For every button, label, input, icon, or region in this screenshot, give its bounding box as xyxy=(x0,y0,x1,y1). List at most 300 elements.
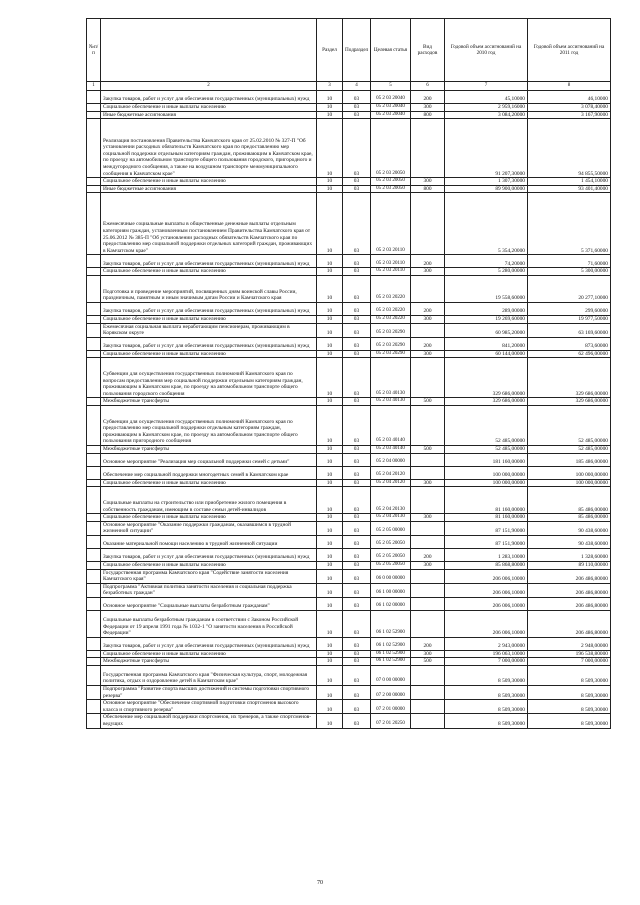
table-row xyxy=(87,666,611,686)
row-razdel: 10 xyxy=(317,666,343,686)
row-amount-2011: 19 977,50000 xyxy=(528,315,611,323)
table-row xyxy=(87,514,611,522)
row-target-article: 05 2 03 20290 xyxy=(371,350,411,358)
row-target-article: 05 2 03 20040 xyxy=(371,91,411,104)
colnum-4: 4 xyxy=(343,82,371,91)
row-amount-2011: 185 486,00000 xyxy=(528,453,611,466)
row-target-article: 06 1 02 00000 xyxy=(371,597,411,610)
row-razdel: 10 xyxy=(317,91,343,104)
row-name: Межбюджетные трансферты xyxy=(101,398,317,406)
row-num xyxy=(87,514,101,522)
row-amount-2010: 3 084,20000 xyxy=(445,111,528,119)
row-podrazdel: 03 xyxy=(343,666,371,686)
row-podrazdel: 03 xyxy=(343,268,371,276)
colnum-7: 7 xyxy=(445,82,528,91)
row-amount-2011: 3 167,90000 xyxy=(528,111,611,119)
row-razdel: 10 xyxy=(317,561,343,569)
row-expense-type: 300 xyxy=(411,104,445,112)
row-razdel: 10 xyxy=(317,275,343,302)
colnum-2: 2 xyxy=(101,82,317,91)
row-num xyxy=(87,350,101,358)
row-num xyxy=(87,358,101,398)
row-amount-2010: 5 354,20000 xyxy=(445,193,528,255)
table-row xyxy=(87,398,611,406)
row-podrazdel: 03 xyxy=(343,521,371,535)
row-name: Ежемесячные социальные выплаты в общественные денежные выплаты отдельным категориям граждан, установленным постановлением Правительства Камчатского края от 25.06.2012 № 385-П "Об установлении расходных обязательств Камчатского края по предоставлению мер социальной поддержки отдельных категорий граждан, проживающих в Камчатском крае" xyxy=(101,193,317,255)
row-expense-type xyxy=(411,583,445,597)
row-amount-2010: 329 686,00000 xyxy=(445,358,528,398)
row-target-article: 06 1 02 52900 xyxy=(371,658,411,666)
row-razdel: 10 xyxy=(317,637,343,650)
row-amount-2011: 206 486,80000 xyxy=(528,583,611,597)
row-amount-2011: 71,60000 xyxy=(528,255,611,268)
row-expense-type: 500 xyxy=(411,398,445,406)
header-num: №п/п xyxy=(87,19,101,82)
row-name: Подпрограмма "Развитие спорта высших достижений и системы подготовки спортивного резерва" xyxy=(101,686,317,700)
row-amount-2010: 5 280,00000 xyxy=(445,268,528,276)
header-row xyxy=(87,19,611,82)
table-row xyxy=(87,255,611,268)
column-number-row xyxy=(87,82,611,91)
row-amount-2010: 8 509,30000 xyxy=(445,714,528,728)
row-amount-2010: 206 006,10000 xyxy=(445,610,528,637)
row-num xyxy=(87,178,101,186)
table-row xyxy=(87,275,611,302)
row-target-article: 05 2 03 20110 xyxy=(371,193,411,255)
table-row xyxy=(87,185,611,193)
row-podrazdel: 03 xyxy=(343,487,371,514)
row-target-article: 07 2 01 00000 xyxy=(371,700,411,714)
row-name: Основное мероприятие "Социальные выплаты безработным гражданам" xyxy=(101,597,317,610)
row-expense-type xyxy=(411,453,445,466)
row-amount-2010: 45,10000 xyxy=(445,91,528,104)
row-amount-2010: 196 063,10000 xyxy=(445,650,528,658)
row-amount-2010: 8 509,30000 xyxy=(445,666,528,686)
row-podrazdel: 03 xyxy=(343,350,371,358)
row-razdel: 10 xyxy=(317,193,343,255)
table-row xyxy=(87,650,611,658)
row-razdel: 10 xyxy=(317,535,343,548)
row-target-article: 05 2 03 20290 xyxy=(371,323,411,337)
table-row xyxy=(87,323,611,337)
row-podrazdel: 03 xyxy=(343,561,371,569)
row-podrazdel: 03 xyxy=(343,479,371,487)
row-podrazdel: 03 xyxy=(343,302,371,315)
row-podrazdel: 03 xyxy=(343,700,371,714)
row-amount-2011: 1 328,60000 xyxy=(528,548,611,561)
row-expense-type: 200 xyxy=(411,337,445,350)
row-target-article: 05 2 03 20040 xyxy=(371,111,411,119)
row-name: Социальное обеспечение и иные выплаты населению xyxy=(101,178,317,186)
row-name: Обеспечение мер социальной поддержки многодетных семей в Камчатском крае xyxy=(101,466,317,479)
row-razdel: 10 xyxy=(317,445,343,453)
budget-table-page xyxy=(86,18,610,729)
row-name: Социальное обеспечение и иные выплаты населению xyxy=(101,479,317,487)
row-podrazdel: 03 xyxy=(343,466,371,479)
row-amount-2011: 46,10000 xyxy=(528,91,611,104)
row-razdel: 10 xyxy=(317,479,343,487)
row-num xyxy=(87,323,101,337)
row-razdel: 10 xyxy=(317,521,343,535)
row-podrazdel: 03 xyxy=(343,714,371,728)
row-expense-type: 200 xyxy=(411,302,445,315)
row-name: Подготовка и проведение мероприятий, посвященных дням воинской славы России, праздничным, памятным и иным значимым датам России и Камчатского края xyxy=(101,275,317,302)
row-razdel: 10 xyxy=(317,597,343,610)
row-amount-2011: 206 486,80000 xyxy=(528,610,611,637)
row-amount-2011: 90 438,60000 xyxy=(528,521,611,535)
row-num xyxy=(87,104,101,112)
row-amount-2010: 2 943,00000 xyxy=(445,637,528,650)
row-num xyxy=(87,275,101,302)
row-amount-2011: 1 454,10000 xyxy=(528,178,611,186)
row-expense-type xyxy=(411,487,445,514)
row-amount-2010: 87 151,90000 xyxy=(445,521,528,535)
row-name: Иные бюджетные ассигнования xyxy=(101,185,317,193)
row-target-article: 05 2 03 20110 xyxy=(371,268,411,276)
row-num xyxy=(87,111,101,119)
row-amount-2011: 94 855,50000 xyxy=(528,119,611,178)
table-body xyxy=(87,91,611,729)
row-target-article: 05 2 04 20130 xyxy=(371,514,411,522)
row-razdel: 10 xyxy=(317,650,343,658)
table-row xyxy=(87,302,611,315)
row-target-article: 05 2 03 20220 xyxy=(371,302,411,315)
row-razdel: 10 xyxy=(317,111,343,119)
row-num xyxy=(87,583,101,597)
row-target-article: 07 0 00 00000 xyxy=(371,666,411,686)
row-amount-2010: 52 485,00000 xyxy=(445,405,528,445)
table-row xyxy=(87,583,611,597)
row-podrazdel: 03 xyxy=(343,597,371,610)
row-razdel: 10 xyxy=(317,514,343,522)
row-amount-2011: 7 000,00000 xyxy=(528,658,611,666)
row-podrazdel: 03 xyxy=(343,686,371,700)
row-target-article: 05 2 03 20220 xyxy=(371,275,411,302)
row-name: Основное мероприятие "Оказание поддержки гражданам, оказавшимся в трудной жизненной ситуации" xyxy=(101,521,317,535)
row-num xyxy=(87,119,101,178)
row-target-article: 05 2 03 20110 xyxy=(371,255,411,268)
colnum-3: 3 xyxy=(317,82,343,91)
table-row xyxy=(87,561,611,569)
table-row xyxy=(87,104,611,112)
row-amount-2011: 8 509,30000 xyxy=(528,686,611,700)
row-name: Иные бюджетные ассигнования xyxy=(101,111,317,119)
row-target-article: 06 1 02 52900 xyxy=(371,637,411,650)
row-amount-2010: 329 686,00000 xyxy=(445,398,528,406)
row-target-article: 05 2 03 20050 xyxy=(371,185,411,193)
row-expense-type: 300 xyxy=(411,178,445,186)
row-amount-2011: 206 486,80000 xyxy=(528,597,611,610)
row-target-article: 05 2 04 20120 xyxy=(371,466,411,479)
row-name: Социальное обеспечение и иные выплаты населению xyxy=(101,514,317,522)
row-name: Социальное обеспечение и иные выплаты населению xyxy=(101,350,317,358)
row-expense-type xyxy=(411,597,445,610)
row-amount-2010: 1 283,10000 xyxy=(445,548,528,561)
row-amount-2011: 8 509,30000 xyxy=(528,714,611,728)
header-target-article: Целевая статья xyxy=(371,19,411,82)
row-num xyxy=(87,666,101,686)
row-amount-2011: 5 300,00000 xyxy=(528,268,611,276)
row-expense-type: 300 xyxy=(411,315,445,323)
row-amount-2010: 81 160,00000 xyxy=(445,487,528,514)
row-name: Социальные выплаты безработным гражданам в соответствии с Законом Российской Федерации от 19 апреля 1991 года № 1032-1 "О занятости населения в Российской Федерации" xyxy=(101,610,317,637)
colnum-1: 1 xyxy=(87,82,101,91)
table-row xyxy=(87,714,611,728)
table-row xyxy=(87,178,611,186)
table-row xyxy=(87,548,611,561)
row-num xyxy=(87,337,101,350)
row-amount-2011: 873,60000 xyxy=(528,337,611,350)
row-razdel: 10 xyxy=(317,700,343,714)
row-razdel: 10 xyxy=(317,548,343,561)
row-expense-type xyxy=(411,358,445,398)
budget-table xyxy=(86,18,611,729)
row-expense-type xyxy=(411,405,445,445)
row-num xyxy=(87,610,101,637)
row-target-article: 05 2 05 20050 xyxy=(371,548,411,561)
row-podrazdel: 03 xyxy=(343,569,371,583)
row-target-article: 05 2 03 20220 xyxy=(371,315,411,323)
row-target-article: 05 2 05 20050 xyxy=(371,561,411,569)
row-amount-2010: 87 151,90000 xyxy=(445,535,528,548)
table-row xyxy=(87,658,611,666)
row-podrazdel: 03 xyxy=(343,445,371,453)
row-name: Подпрограмма "Активная политика занятости населения и социальная поддержка безработных граждан" xyxy=(101,583,317,597)
row-podrazdel: 03 xyxy=(343,111,371,119)
row-target-article: 06 1 02 52900 xyxy=(371,650,411,658)
row-name: Основное мероприятие "Реализация мер социальной поддержки семей с детьми" xyxy=(101,453,317,466)
row-amount-2011: 5 371,60000 xyxy=(528,193,611,255)
row-expense-type: 500 xyxy=(411,658,445,666)
row-name: Закупка товаров, работ и услуг для обеспечения государственных (муниципальных) нужд xyxy=(101,637,317,650)
row-podrazdel: 03 xyxy=(343,610,371,637)
row-expense-type: 300 xyxy=(411,268,445,276)
row-podrazdel: 03 xyxy=(343,178,371,186)
row-expense-type: 200 xyxy=(411,255,445,268)
row-num xyxy=(87,658,101,666)
row-num xyxy=(87,548,101,561)
header-2010: Годовой объем ассигнований на 2010 год xyxy=(445,19,528,82)
row-amount-2010: 100 000,00000 xyxy=(445,479,528,487)
row-amount-2010: 841,20000 xyxy=(445,337,528,350)
table-row xyxy=(87,535,611,548)
row-podrazdel: 03 xyxy=(343,535,371,548)
row-amount-2011: 8 509,30000 xyxy=(528,666,611,686)
row-expense-type: 200 xyxy=(411,637,445,650)
row-expense-type xyxy=(411,569,445,583)
row-razdel: 10 xyxy=(317,119,343,178)
row-amount-2010: 100 000,00000 xyxy=(445,466,528,479)
row-amount-2011: 85 486,00000 xyxy=(528,514,611,522)
table-row xyxy=(87,487,611,514)
row-name: Закупка товаров, работ и услуг для обеспечения государственных (муниципальных) нужд xyxy=(101,91,317,104)
row-amount-2010: 8 509,30000 xyxy=(445,700,528,714)
table-row xyxy=(87,521,611,535)
row-amount-2010: 206 006,10000 xyxy=(445,597,528,610)
row-expense-type xyxy=(411,700,445,714)
row-amount-2011: 63 169,60000 xyxy=(528,323,611,337)
row-podrazdel: 03 xyxy=(343,323,371,337)
row-amount-2011: 89 110,00000 xyxy=(528,561,611,569)
row-name: Межбюджетные трансферты xyxy=(101,445,317,453)
row-podrazdel: 03 xyxy=(343,337,371,350)
row-razdel: 10 xyxy=(317,178,343,186)
row-razdel: 10 xyxy=(317,453,343,466)
row-podrazdel: 03 xyxy=(343,91,371,104)
table-row xyxy=(87,597,611,610)
row-num xyxy=(87,445,101,453)
row-expense-type xyxy=(411,714,445,728)
row-amount-2010: 1 307,30000 xyxy=(445,178,528,186)
row-name: Основное мероприятие "Обеспечение спортивной подготовки спортсменов высокого класса и спортивного резерва" xyxy=(101,700,317,714)
header-podrazdel: Подраздел xyxy=(343,19,371,82)
row-razdel: 10 xyxy=(317,658,343,666)
row-podrazdel: 03 xyxy=(343,119,371,178)
header-expense-type: Вид расходов xyxy=(411,19,445,82)
row-amount-2010: 74,20000 xyxy=(445,255,528,268)
row-target-article: 05 2 03 20290 xyxy=(371,337,411,350)
row-target-article: 05 2 05 00000 xyxy=(371,521,411,535)
table-row xyxy=(87,268,611,276)
table-row xyxy=(87,637,611,650)
row-expense-type: 300 xyxy=(411,350,445,358)
row-num xyxy=(87,453,101,466)
row-name: Субвенции для осуществления государственных полномочий Камчатского края по предоставлению мер социальной поддержки отдельным категориям граждан, проживающим в Камчатском крае, по проезду на автомобильном транспорте общего пользования пригородного сообщения xyxy=(101,405,317,445)
row-target-article: 05 2 05 20050 xyxy=(371,535,411,548)
row-amount-2010: 89 900,00000 xyxy=(445,185,528,193)
row-amount-2010: 206 006,10000 xyxy=(445,583,528,597)
row-expense-type xyxy=(411,535,445,548)
row-expense-type: 500 xyxy=(411,445,445,453)
row-razdel: 10 xyxy=(317,255,343,268)
row-target-article: 05 2 04 20120 xyxy=(371,479,411,487)
row-expense-type: 200 xyxy=(411,91,445,104)
row-podrazdel: 03 xyxy=(343,548,371,561)
row-razdel: 10 xyxy=(317,358,343,398)
row-amount-2011: 8 509,30000 xyxy=(528,700,611,714)
row-razdel: 10 xyxy=(317,315,343,323)
row-num xyxy=(87,686,101,700)
row-target-article: 05 2 04 00000 xyxy=(371,453,411,466)
row-num xyxy=(87,700,101,714)
row-amount-2011: 329 686,00000 xyxy=(528,358,611,398)
row-target-article: 05 2 03 20040 xyxy=(371,104,411,112)
row-amount-2011: 329 686,00000 xyxy=(528,398,611,406)
row-expense-type xyxy=(411,119,445,178)
row-razdel: 10 xyxy=(317,350,343,358)
row-amount-2010: 289,00000 xyxy=(445,302,528,315)
row-expense-type xyxy=(411,275,445,302)
row-amount-2011: 196 538,80000 xyxy=(528,650,611,658)
row-podrazdel: 03 xyxy=(343,275,371,302)
row-num xyxy=(87,193,101,255)
row-expense-type: 200 xyxy=(411,548,445,561)
row-podrazdel: 03 xyxy=(343,358,371,398)
row-razdel: 10 xyxy=(317,337,343,350)
table-row xyxy=(87,479,611,487)
table-row xyxy=(87,358,611,398)
row-amount-2010: 19 269,60000 xyxy=(445,315,528,323)
row-num xyxy=(87,487,101,514)
row-target-article: 06 1 02 52900 xyxy=(371,610,411,637)
row-amount-2011: 93 401,40000 xyxy=(528,185,611,193)
row-amount-2011: 100 000,00000 xyxy=(528,466,611,479)
row-amount-2010: 91 207,30000 xyxy=(445,119,528,178)
row-target-article: 07 2 01 20250 xyxy=(371,714,411,728)
row-num xyxy=(87,405,101,445)
row-podrazdel: 03 xyxy=(343,514,371,522)
row-num xyxy=(87,398,101,406)
row-podrazdel: 03 xyxy=(343,104,371,112)
row-razdel: 10 xyxy=(317,583,343,597)
row-amount-2010: 206 006,10000 xyxy=(445,569,528,583)
table-row xyxy=(87,315,611,323)
row-name: Государственная программа Камчатского края "Содействие занятости населения Камчатского края" xyxy=(101,569,317,583)
row-podrazdel: 03 xyxy=(343,453,371,466)
row-podrazdel: 03 xyxy=(343,637,371,650)
row-podrazdel: 03 xyxy=(343,398,371,406)
row-num xyxy=(87,302,101,315)
row-name: Межбюджетные трансферты xyxy=(101,658,317,666)
table-row xyxy=(87,466,611,479)
table-row xyxy=(87,700,611,714)
table-row xyxy=(87,111,611,119)
row-num xyxy=(87,561,101,569)
row-num xyxy=(87,479,101,487)
row-name: Ежемесячная социальная выплата неработающим пенсионерам, проживающим в Корякском округе xyxy=(101,323,317,337)
table-row xyxy=(87,686,611,700)
row-amount-2010: 60 144,00000 xyxy=(445,350,528,358)
row-num xyxy=(87,637,101,650)
row-num xyxy=(87,185,101,193)
row-amount-2011: 62 496,00000 xyxy=(528,350,611,358)
row-name: Государственная программа Камчатского края "Физическая культура, спорт, молодежная политика, отдых и оздоровление детей в Камчатском крае" xyxy=(101,666,317,686)
row-num xyxy=(87,597,101,610)
row-name: Социальное обеспечение и иные выплаты населению xyxy=(101,315,317,323)
row-amount-2010: 60 985,20000 xyxy=(445,323,528,337)
row-razdel: 10 xyxy=(317,185,343,193)
row-amount-2011: 20 277,10000 xyxy=(528,275,611,302)
row-razdel: 10 xyxy=(317,398,343,406)
row-expense-type xyxy=(411,466,445,479)
row-amount-2011: 299,60000 xyxy=(528,302,611,315)
row-num xyxy=(87,650,101,658)
table-row xyxy=(87,569,611,583)
row-amount-2010: 19 558,60000 xyxy=(445,275,528,302)
row-podrazdel: 03 xyxy=(343,405,371,445)
row-razdel: 10 xyxy=(317,714,343,728)
row-expense-type: 800 xyxy=(411,111,445,119)
table-row xyxy=(87,119,611,178)
row-podrazdel: 03 xyxy=(343,658,371,666)
table-row xyxy=(87,453,611,466)
row-podrazdel: 03 xyxy=(343,315,371,323)
table-row xyxy=(87,91,611,104)
row-amount-2011: 52 485,00000 xyxy=(528,445,611,453)
row-num xyxy=(87,521,101,535)
row-name: Закупка товаров, работ и услуг для обеспечения государственных (муниципальных) нужд xyxy=(101,302,317,315)
row-amount-2011: 2 948,00000 xyxy=(528,637,611,650)
row-amount-2011: 90 438,60000 xyxy=(528,535,611,548)
row-razdel: 10 xyxy=(317,686,343,700)
row-amount-2010: 81 160,00000 xyxy=(445,514,528,522)
row-num xyxy=(87,466,101,479)
row-target-article: 06 1 00 00000 xyxy=(371,583,411,597)
row-razdel: 10 xyxy=(317,405,343,445)
row-razdel: 10 xyxy=(317,268,343,276)
row-podrazdel: 03 xyxy=(343,193,371,255)
row-target-article: 05 2 03 40140 xyxy=(371,405,411,445)
